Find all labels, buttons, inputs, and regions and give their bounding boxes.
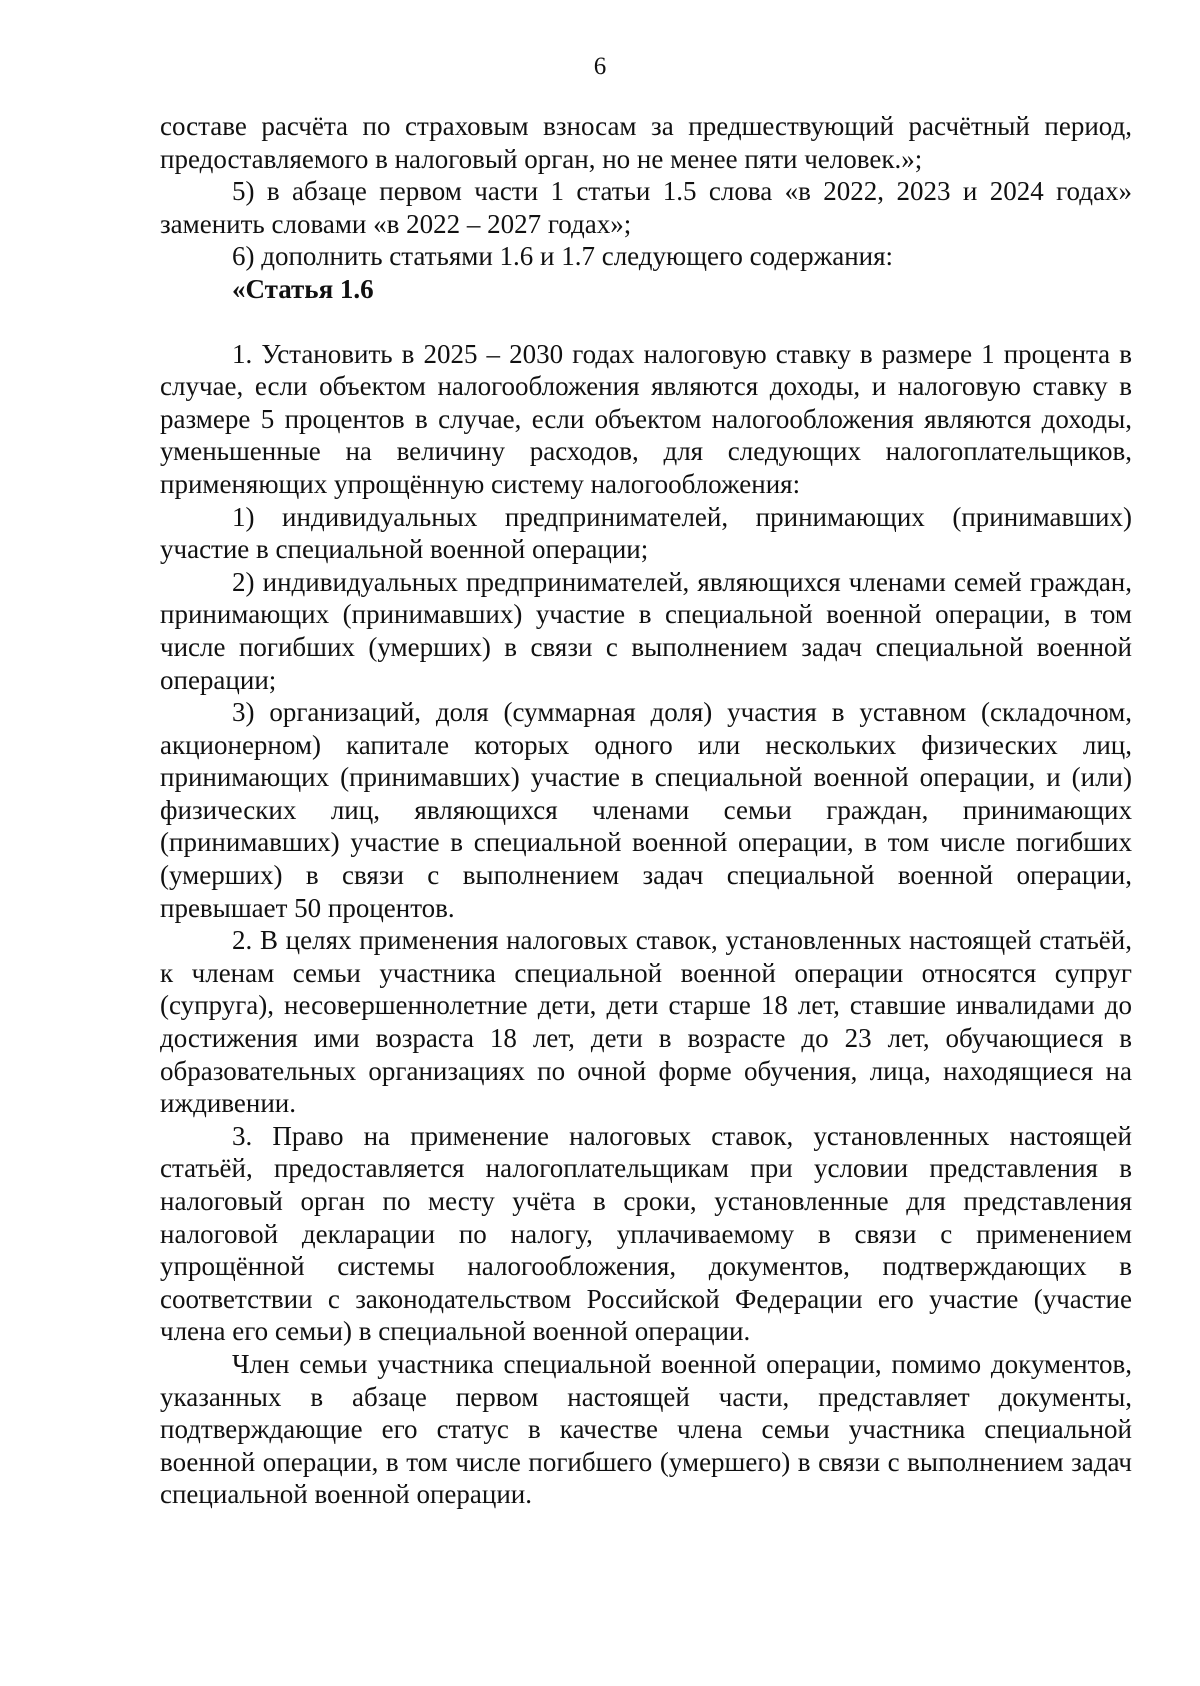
document-body: [160, 110, 1132, 1511]
paragraph-continuation: составе расчёта по страховым взносам за предшествующий расчётный период, предоставляемого в налоговый орган, но не менее пяти человек.»;: [160, 111, 1132, 174]
paragraph-subitem-1: 1) индивидуальных предпринимателей, принимающих (принимавших) участие в специальной военной операции;: [160, 501, 1132, 565]
page-number: 6: [593, 53, 607, 80]
article-title: «Статья 1.6: [232, 273, 374, 304]
paragraph-subitem-3: 3) организаций, доля (суммарная доля) участия в уставном (складочном, акционерном) капитале которых одного или нескольких физических лиц, принимающих (принимавших) участие в специальной военной операции, и (или) физических лиц, являющихся членами семьи граждан, принимающих (принимавших) участие в специальной военной операции, в том числе погибших (умерших) в связи с выполнением задач специальной военной операции, превышает 50 процентов.: [160, 697, 1132, 923]
paragraph-subitem-2: 2) индивидуальных предпринимателей, являющихся членами семей граждан, принимающих (принимавших) участие в специальной военной операции, в том числе погибших (умерших) в связи с выполнением задач специальной военной операции;: [160, 566, 1132, 695]
paragraph-part-1: 1. Установить в 2025 – 2030 годах налоговую ставку в размере 1 процента в случае, если объектом налогообложения являются доходы, и налоговую ставку в размере 5 процентов в случае, если объектом налогообложения являются доходы, уменьшенные на величину расходов, для следующих налогоплательщиков, применяющих упрощённую систему налогообложения:: [160, 338, 1132, 499]
paragraph-item-5: 5) в абзаце первом части 1 статьи 1.5 слова «в 2022, 2023 и 2024 годах» заменить словами «в 2022 – 2027 годах»;: [160, 176, 1132, 239]
paragraph-part-3: 3. Право на применение налоговых ставок, установленных настоящей статьёй, предоставляется налогоплательщикам при условии представления в налоговый орган по месту учёта в сроки, установленные для представления налоговой декларации по налогу, уплачиваемому в связи с применением упрощённой системы налогообложения, документов, подтверждающих в соответствии с законодательством Российской Федерации его участие (участие члена его семьи) в специальной военной операции.: [160, 1120, 1132, 1347]
paragraph-part-2: 2. В целях применения налоговых ставок, установленных настоящей статьёй, к членам семьи участника специальной военной операции относятся супруг (супруга), несовершеннолетние дети, дети старше 18 лет, ставшие инвалидами до достижения ими возраста 18 лет, дети в возрасте до 23 лет, обучающиеся в образовательных организациях по очной форме обучения, лица, находящиеся на иждивении.: [160, 925, 1132, 1119]
paragraph-item-6: 6) дополнить статьями 1.6 и 1.7 следующего содержания:: [232, 241, 894, 272]
paragraph-part-3-second: Член семьи участника специальной военной операции, помимо документов, указанных в абзаце первом настоящей части, представляет документы, подтверждающие его статус в качестве члена семьи участника специальной военной операции, в том числе погибшего (умершего) в связи с выполнением задач специальной военной операции.: [160, 1348, 1132, 1510]
spacer: [160, 306, 1132, 338]
